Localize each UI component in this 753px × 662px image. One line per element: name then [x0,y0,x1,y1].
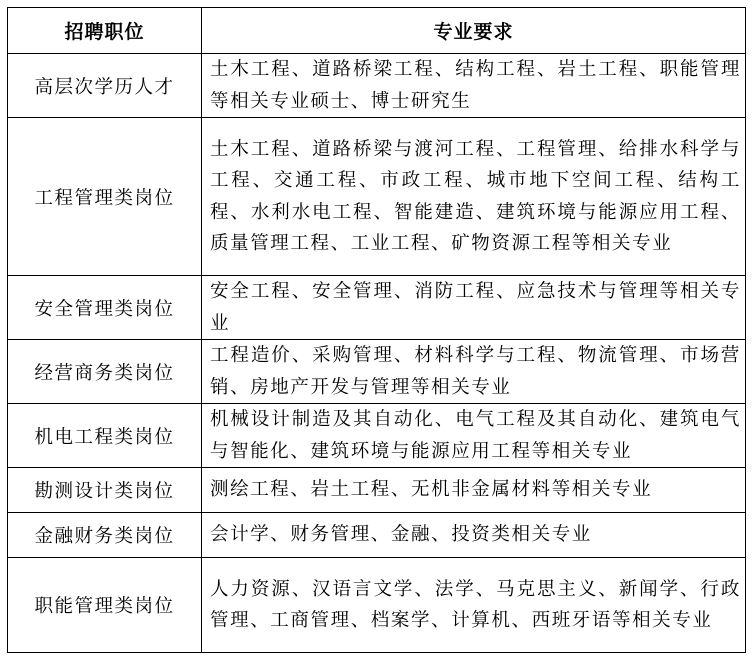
table-row [8,468,746,513]
requirement-cell: 土木工程、道路桥梁与渡河工程、工程管理、给排水科学与工程、交通工程、市政工程、城市地下空间工程、结构工程、水利水电工程、智能建造、建筑环境与能源应用工程、质量管理工程、工业工程、矿物资源工程等相关专业 [202,118,746,276]
table-row [8,404,746,468]
requirement-cell: 工程造价、采购管理、材料科学与工程、物流管理、市场营销、房地产开发与管理等相关专业 [202,340,746,404]
position-cell: 勘测设计类岗位 [8,468,202,513]
position-cell: 安全管理类岗位 [8,276,202,340]
table-row [8,558,746,653]
table-row [8,54,746,118]
position-cell: 金融财务类岗位 [8,513,202,558]
requirement-cell: 测绘工程、岩土工程、无机非金属材料等相关专业 [202,468,746,513]
requirement-cell: 土木工程、道路桥梁工程、结构工程、岩土工程、职能管理等相关专业硕士、博士研究生 [202,54,746,118]
requirement-cell: 人力资源、汉语言文学、法学、马克思主义、新闻学、行政管理、工商管理、档案学、计算机、西班牙语等相关专业 [202,558,746,653]
table-row [8,340,746,404]
header-position: 招聘职位 [8,8,202,54]
requirement-cell: 安全工程、安全管理、消防工程、应急技术与管理等相关专业 [202,276,746,340]
table-row [8,118,746,276]
position-cell: 工程管理类岗位 [8,118,202,276]
header-requirement: 专业要求 [202,8,746,54]
position-cell: 职能管理类岗位 [8,558,202,653]
table-row [8,513,746,558]
position-cell: 高层次学历人才 [8,54,202,118]
requirement-cell: 机械设计制造及其自动化、电气工程及其自动化、建筑电气与智能化、建筑环境与能源应用工程等相关专业 [202,404,746,468]
position-cell: 经营商务类岗位 [8,340,202,404]
table-header-row [8,8,746,54]
recruitment-table-container [7,7,745,653]
table-row [8,276,746,340]
position-cell: 机电工程类岗位 [8,404,202,468]
requirement-cell: 会计学、财务管理、金融、投资类相关专业 [202,513,746,558]
recruitment-table [7,7,746,653]
